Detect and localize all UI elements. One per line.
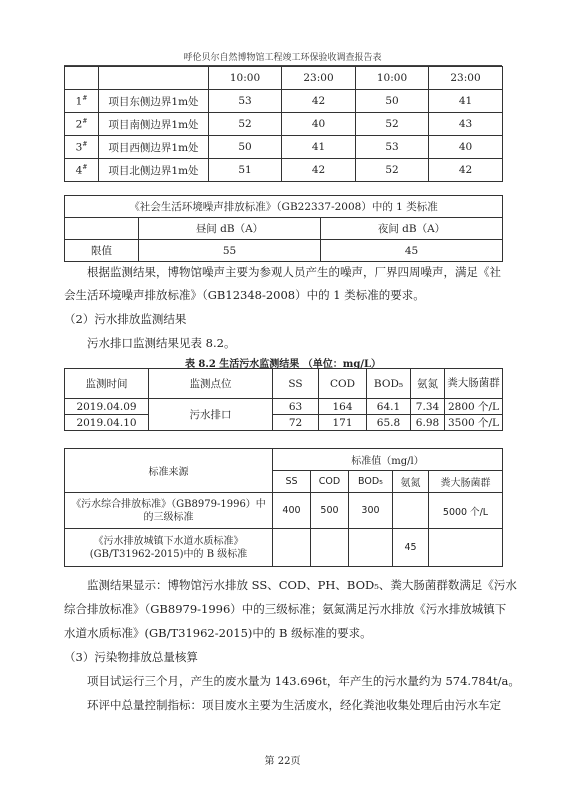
col-bod: BOD₅: [349, 471, 393, 493]
ss-cell: 72: [273, 415, 319, 431]
noise-standard-table: [64, 195, 503, 262]
blank-cell: [65, 67, 99, 90]
standard-name: 《污水排放城镇下水道水质标准》(GB/T31962-2015)中的 B 级标准: [65, 529, 273, 567]
noise-monitoring-table: [64, 66, 503, 182]
sewage-conclusion-line: 综合排放标准》（GB8979-1996）中的三级标准；氨氮满足污水排放《污水排放城镇下: [64, 602, 507, 616]
header-bod: BOD₅: [367, 369, 411, 399]
night-label: 夜间 dB（A）: [321, 218, 503, 240]
header-point: 监测点位: [149, 369, 273, 399]
time-cell: 23:00: [429, 67, 503, 90]
value-label: 标准值（mg/l）: [273, 449, 503, 471]
noise-value: 40: [282, 113, 356, 136]
coli-cell: 3500 个/L: [445, 415, 503, 431]
point-number: 3#: [65, 136, 99, 159]
bod-value: 300: [349, 493, 393, 529]
point-location: 项目东侧边界1m处: [99, 90, 209, 113]
nh3-cell: 6.98: [411, 415, 445, 431]
noise-value: 42: [282, 159, 356, 182]
noise-value: 41: [282, 136, 356, 159]
noise-value: 50: [356, 90, 429, 113]
section-heading: （3）污染物排放总量核算: [64, 650, 198, 664]
sewage-monitoring-table: [64, 368, 503, 431]
table-row: [65, 113, 503, 136]
nh3-cell: 7.34: [411, 399, 445, 415]
col-ss: SS: [273, 471, 311, 493]
blank-cell: [99, 67, 209, 90]
point-location: 项目北侧边界1m处: [99, 159, 209, 182]
point-number: 1#: [65, 90, 99, 113]
sewage-conclusion-line: 监测结果显示：博物馆污水排放 SS、COD、PH、BOD₅、粪大肠菌群数满足《污水: [87, 578, 517, 592]
table-row: [65, 529, 503, 567]
sewage-standard-table: [64, 448, 503, 567]
bod-cell: 64.1: [367, 399, 411, 415]
bod-value: [349, 529, 393, 567]
total-control-text: 环评中总量控制指标：项目废水主要为生活废水，经化粪池收集处理后由污水车定: [87, 698, 501, 712]
bod-cell: 65.8: [367, 415, 411, 431]
noise-value: 51: [209, 159, 282, 182]
day-label: 昼间 dB（A）: [139, 218, 321, 240]
noise-value: 52: [356, 159, 429, 182]
cod-value: [311, 529, 349, 567]
table-row: [65, 493, 503, 529]
caption-unit: （单位：mg/L）: [302, 359, 382, 370]
cod-cell: 171: [319, 415, 367, 431]
noise-value: 42: [282, 90, 356, 113]
page-header: 呼伦贝尔自然博物馆工程竣工环保验收调查报告表: [183, 53, 382, 63]
time-cell: 10:00: [356, 67, 429, 90]
col-nh3: 氨氮: [393, 471, 429, 493]
sewage-conclusion-line: 水道水质标准》(GB/T31962-2015)中的 B 级标准的要求。: [64, 626, 372, 640]
table-row: [65, 136, 503, 159]
noise-value: 40: [429, 136, 503, 159]
page-number: 第 22页: [264, 756, 301, 767]
section-heading: （2）污水排放监测结果: [64, 312, 187, 326]
point-number: 2#: [65, 113, 99, 136]
standard-name: 《污水综合排放标准》（GB8979-1996）中的三级标准: [65, 493, 273, 529]
header-coli: 粪大肠菌群: [445, 369, 503, 399]
table-row: [65, 159, 503, 182]
time-cell: 10:00: [209, 67, 282, 90]
ss-value: 400: [273, 493, 311, 529]
night-limit: 45: [321, 240, 503, 262]
noise-value: 42: [429, 159, 503, 182]
col-coli: 粪大肠菌群: [429, 471, 503, 493]
time-cell: 23:00: [282, 67, 356, 90]
date-cell: 2019.04.09: [65, 399, 149, 415]
noise-value: 53: [209, 90, 282, 113]
caption-title: 表 8.2 生活污水监测结果: [184, 359, 300, 370]
point-number: 4#: [65, 159, 99, 182]
nh3-value: [393, 493, 429, 529]
ss-cell: 63: [273, 399, 319, 415]
noise-value: 52: [356, 113, 429, 136]
header-time: 监测时间: [65, 369, 149, 399]
noise-value: 41: [429, 90, 503, 113]
header-cod: COD: [319, 369, 367, 399]
coli-value: [429, 529, 503, 567]
coli-value: 5000 个/L: [429, 493, 503, 529]
blank-cell: [65, 218, 139, 240]
nh3-value: 45: [393, 529, 429, 567]
day-limit: 55: [139, 240, 321, 262]
noise-value: 43: [429, 113, 503, 136]
ss-value: [273, 529, 311, 567]
cod-value: 500: [311, 493, 349, 529]
point-location: 项目西侧边界1m处: [99, 136, 209, 159]
coli-cell: 2800 个/L: [445, 399, 503, 415]
source-label: 标准来源: [65, 449, 273, 493]
noise-conclusion-line: 会生活环境噪声排放标准》（GB12348-2008）中的 1 类标准的要求。: [64, 288, 425, 302]
header-nh3: 氨氮: [411, 369, 445, 399]
header-ss: SS: [273, 369, 319, 399]
section-text: 污水排口监测结果见表 8.2。: [87, 336, 236, 350]
noise-conclusion-line: 根据监测结果，博物馆噪声主要为参观人员产生的噪声，厂界四周噪声，满足《社: [87, 265, 501, 279]
table-row: [65, 90, 503, 113]
noise-value: 53: [356, 136, 429, 159]
date-cell: 2019.04.10: [65, 415, 149, 431]
col-cod: COD: [311, 471, 349, 493]
standard-title: 《社会生活环境噪声排放标准》（GB22337-2008）中的 1 类标准: [65, 196, 503, 218]
noise-value: 50: [209, 136, 282, 159]
wastewater-volume-text: 项目试运行三个月，产生的废水量为 143.696t，年产生的污水量约为 574.784t/a。: [87, 674, 520, 688]
noise-value: 52: [209, 113, 282, 136]
table-row: [65, 415, 503, 431]
limit-label: 限值: [65, 240, 139, 262]
point-location: 项目南侧边界1m处: [99, 113, 209, 136]
time-row: [65, 67, 503, 90]
point-cell: 污水排口: [149, 399, 273, 431]
table-row: [65, 399, 503, 415]
cod-cell: 164: [319, 399, 367, 415]
